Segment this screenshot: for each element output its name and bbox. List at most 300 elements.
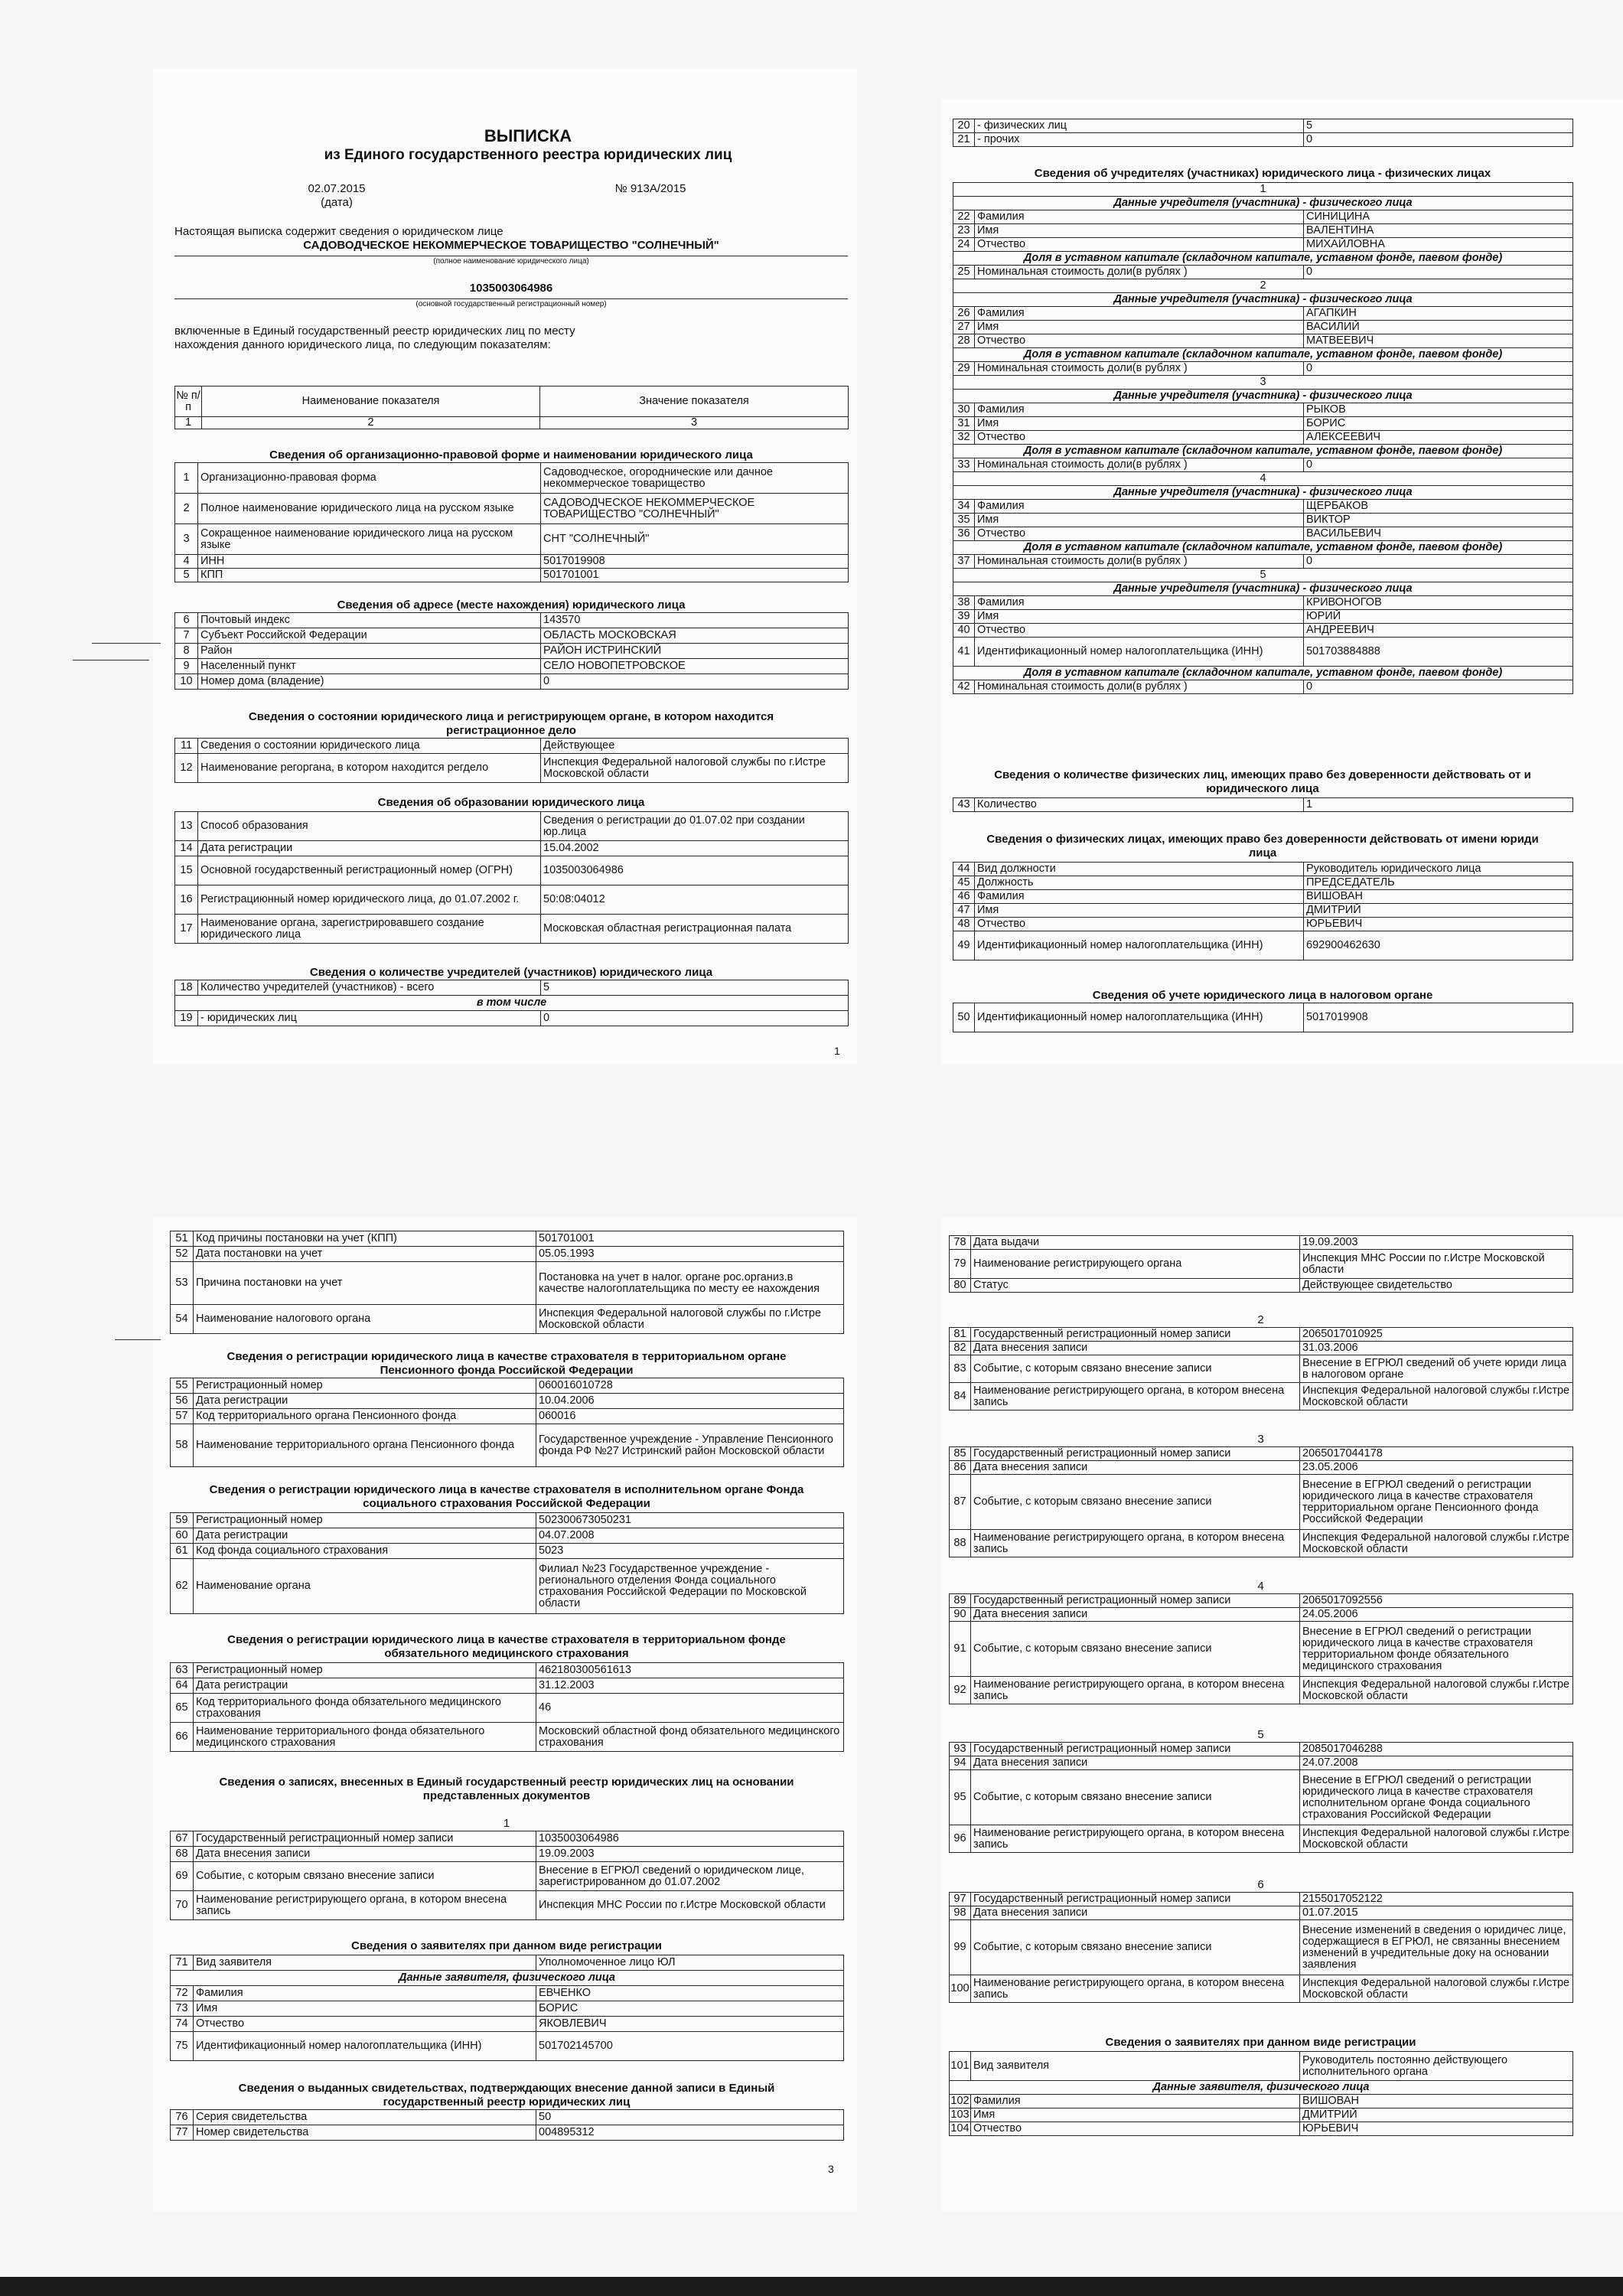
row-name: Отчество: [975, 238, 1304, 252]
row-value: РАЙОН ИСТРИНСКИЙ: [541, 644, 849, 659]
scan-mark: [115, 1339, 161, 1340]
row-value: 5023: [536, 1544, 844, 1559]
row-value: 31.12.2003: [536, 1678, 844, 1694]
row-num: 59: [171, 1513, 194, 1528]
row-value: 060016: [536, 1409, 844, 1424]
row-value: 501703884888: [1304, 638, 1573, 667]
row-value: Инспекция Федеральной налоговой службы г.Истре Московской области: [1300, 1825, 1573, 1853]
row-name: - физических лиц: [975, 119, 1304, 133]
share-subhead: Доля в уставном капитале (складочном капитале, уставном фонде, паевом фонде): [953, 445, 1573, 458]
row-name: Номинальная стоимость доли(в рублях ): [975, 266, 1304, 279]
row-num: 41: [953, 638, 975, 667]
row-value: Внесение изменений в сведения о юридичес лице, содержащиеся в ЕГРЮЛ, не связанны внесением изменений в учредительные доку на основании заявления: [1300, 1920, 1573, 1975]
row-name: Фамилия: [975, 307, 1304, 321]
founder-subhead: Данные учредителя (участника) - физического лица: [953, 390, 1573, 403]
row-num: 61: [171, 1544, 194, 1559]
row-name: Населенный пункт: [198, 659, 541, 674]
row-num: 26: [953, 307, 975, 321]
row-num: 92: [950, 1677, 971, 1704]
row-num: 46: [953, 890, 975, 904]
row-value: ВИШОВАН: [1300, 2095, 1573, 2108]
row-name: Наименование органа: [194, 1559, 536, 1614]
table-record-1: [170, 1831, 844, 1920]
founder-subhead: Данные учредителя (участника) - физического лица: [953, 486, 1573, 500]
row-name: Номинальная стоимость доли(в рублях ): [975, 680, 1304, 694]
row-num: 49: [953, 931, 975, 960]
row-name: Отчество: [975, 431, 1304, 445]
row-name: Номинальная стоимость доли(в рублях ): [975, 458, 1304, 472]
row-name: Дата регистрации: [194, 1528, 536, 1544]
row-num: 104: [950, 2122, 970, 2135]
row-name: Код фонда социального страхования: [194, 1544, 536, 1559]
row-name: Код территориального органа Пенсионного фонда: [194, 1409, 536, 1424]
table-address: [174, 612, 849, 690]
row-name: Причина постановки на учет: [194, 1262, 536, 1305]
row-value: 04.07.2008: [536, 1528, 844, 1544]
row-num: 20: [953, 119, 975, 133]
row-name: Наименование регоргана, в котором находится регдело: [198, 754, 541, 783]
row-name: Имя: [975, 321, 1304, 334]
page-number-3: 3: [828, 2163, 834, 2175]
row-num: 36: [953, 527, 975, 541]
row-num: 98: [950, 1906, 971, 1920]
row-value: СНТ "СОЛНЕЧНЫЙ": [541, 524, 849, 555]
row-num: 74: [171, 2017, 194, 2032]
row-name: Дата внесения записи: [971, 1608, 1300, 1622]
row-value: ЯКОВЛЕВИЧ: [536, 2017, 844, 2032]
row-num: 84: [950, 1383, 971, 1411]
row-value: 0: [1304, 680, 1573, 694]
row-value: 23.05.2006: [1300, 1461, 1573, 1475]
row-name: Имя: [975, 224, 1304, 238]
section-title-fss-l1: Сведения о регистрации юридического лица в качестве страхователя в исполнительном органе Фонда: [209, 1483, 804, 1496]
section-title-persons-count-l2: юридического лица: [1206, 782, 1319, 795]
row-num: 86: [950, 1461, 971, 1475]
row-num: 40: [953, 624, 975, 638]
share-subhead: Доля в уставном капитале (складочном капитале, уставном фонде, паевом фонде): [953, 541, 1573, 555]
row-num: 85: [950, 1447, 971, 1461]
header-value: Значение показателя: [540, 386, 849, 417]
row-value: АНДРЕЕВИЧ: [1304, 624, 1573, 638]
row-name: Идентификационный номер налогоплательщика (ИНН): [194, 2032, 536, 2061]
row-num: 42: [953, 680, 975, 694]
row-value: САДОВОДЧЕСКОЕ НЕКОММЕРЧЕСКОЕ ТОВАРИЩЕСТВО "СОЛНЕЧНЫЙ": [541, 494, 849, 524]
document-title: ВЫПИСКА: [484, 126, 572, 145]
row-name: Наименование регистрирующего органа, в котором внесена запись: [971, 1383, 1300, 1411]
table-applicant: [170, 1955, 844, 2061]
row-value: Московский областной фонд обязательного медицинского страхования: [536, 1723, 844, 1752]
row-name: Фамилия: [971, 2095, 1300, 2108]
subhead-including: в том числе: [175, 996, 849, 1011]
section-title-pfr-l1: Сведения о регистрации юридического лица в качестве страхователя в территориальном органе: [227, 1350, 787, 1363]
row-num: 76: [171, 2110, 194, 2125]
org-name-caption: (полное наименование юридического лица): [433, 257, 589, 266]
table-applicant-2: [949, 2051, 1573, 2136]
row-num: 67: [171, 1831, 194, 1847]
share-subhead: Доля в уставном капитале (складочном капитале, уставном фонде, паевом фонде): [953, 252, 1573, 266]
share-subhead: Доля в уставном капитале (складочном капитале, уставном фонде, паевом фонде): [953, 667, 1573, 680]
table-founders: [953, 182, 1573, 694]
row-value: 50: [536, 2110, 844, 2125]
row-value: Руководитель юридического лица: [1304, 863, 1573, 876]
header-name: Наименование показателя: [202, 386, 540, 417]
row-value: 501701001: [536, 1231, 844, 1247]
row-name: Фамилия: [975, 403, 1304, 417]
row-value: Внесение в ЕГРЮЛ сведений об учете юриди лица в налоговом органе: [1300, 1355, 1573, 1383]
row-name: Наименование регистрирующего органа: [971, 1250, 1300, 1279]
row-num: 50: [953, 1003, 975, 1032]
row-num: 81: [950, 1328, 971, 1342]
section-title-address: Сведения об адресе (месте нахождения) юридического лица: [337, 598, 686, 612]
intro-line-2: нахождения данного юридического лица, по следующим показателям:: [174, 338, 551, 351]
row-value: 2155017052122: [1300, 1893, 1573, 1906]
row-value: Филиал №23 Государственное учреждение - регионального отделения Фонда социального страхования Российской Федерации по Московской области: [536, 1559, 844, 1614]
row-value: СЕЛО НОВОПЕТРОВСКОЕ: [541, 659, 849, 674]
row-num: 29: [953, 362, 975, 376]
row-num: 27: [953, 321, 975, 334]
row-name: Способ образования: [198, 812, 541, 841]
row-num: 60: [171, 1528, 194, 1544]
section-title-foms-l2: обязательного медицинского страхования: [384, 1647, 629, 1660]
row-num: 70: [171, 1891, 194, 1920]
row-num: 14: [175, 841, 198, 856]
row-num: 2: [175, 494, 198, 524]
row-value: СИНИЦИНА: [1304, 210, 1573, 224]
row-value: 0: [1304, 266, 1573, 279]
header-col-2: 2: [202, 417, 540, 429]
row-name: Государственный регистрационный номер записи: [971, 1594, 1300, 1608]
row-value: 24.07.2008: [1300, 1756, 1573, 1770]
row-name: Событие, с которым связано внесение записи: [194, 1862, 536, 1891]
row-value: БОРИС: [536, 2001, 844, 2017]
row-num: 69: [171, 1862, 194, 1891]
row-num: 39: [953, 610, 975, 624]
row-num: 44: [953, 863, 975, 876]
row-value: ЩЕРБАКОВ: [1304, 500, 1573, 514]
table-status: [174, 738, 849, 783]
row-name: Регистрационный номер: [194, 1663, 536, 1678]
row-value: 0: [1304, 555, 1573, 569]
row-value: 31.03.2006: [1300, 1342, 1573, 1355]
row-num: 90: [950, 1608, 971, 1622]
row-value: ВАЛЕНТИНА: [1304, 224, 1573, 238]
row-name: Отчество: [975, 624, 1304, 638]
extract-date: 02.07.2015: [308, 182, 366, 195]
row-value: ЮРИЙ: [1304, 610, 1573, 624]
row-num: 75: [171, 2032, 194, 2061]
row-value: КРИВОНОГОВ: [1304, 596, 1573, 610]
row-num: 48: [953, 918, 975, 931]
row-num: 89: [950, 1594, 971, 1608]
row-value: ВИКТОР: [1304, 514, 1573, 527]
row-num: 57: [171, 1409, 194, 1424]
table-record-3: [949, 1446, 1573, 1557]
row-name: Основной государственный регистрационный номер (ОГРН): [198, 856, 541, 885]
row-num: 102: [950, 2095, 970, 2107]
scan-edge: [0, 2277, 1623, 2296]
row-name: Дата внесения записи: [971, 1906, 1300, 1920]
ogrn-caption: (основной государственный регистрационный номер): [416, 300, 607, 308]
row-num: 15: [175, 856, 198, 885]
row-value: 2065017092556: [1300, 1594, 1573, 1608]
page-number-1: 1: [834, 1045, 840, 1057]
row-name: Имя: [971, 2108, 1300, 2122]
section-title-certificates-l1: Сведения о выданных свидетельствах, подтверждающих внесение данной записи в Единый: [238, 2082, 775, 2095]
row-value: Инспекция Федеральной налоговой службы по г.Истре Московской области: [536, 1305, 844, 1334]
row-name: Серия свидетельства: [194, 2110, 536, 2125]
row-num: 53: [171, 1262, 194, 1305]
row-num: 80: [950, 1279, 971, 1293]
row-num: 79: [950, 1250, 971, 1279]
applicant-subhead: Данные заявителя, физического лица: [950, 2081, 1573, 2095]
row-name: Номинальная стоимость доли(в рублях ): [975, 362, 1304, 376]
row-num: 87: [950, 1475, 971, 1530]
row-num: 25: [953, 266, 975, 279]
row-name: Событие, с которым связано внесение записи: [971, 1770, 1300, 1825]
row-name: Организационно-правовая форма: [198, 463, 541, 494]
row-num: 10: [175, 674, 198, 690]
row-value: ПРЕДСЕДАТЕЛЬ: [1304, 876, 1573, 890]
row-name: Событие, с которым связано внесение записи: [971, 1920, 1300, 1975]
org-full-name: САДОВОДЧЕСКОЕ НЕКОММЕРЧЕСКОЕ ТОВАРИЩЕСТВО "СОЛНЕЧНЫЙ": [303, 239, 719, 252]
ogrn-underline: [174, 298, 848, 299]
row-name: Фамилия: [194, 1986, 536, 2001]
row-value: 502300673050231: [536, 1513, 844, 1528]
table-certificate: [170, 2109, 844, 2141]
row-value: 2065017044178: [1300, 1447, 1573, 1461]
row-value: Инспекция Федеральной налоговой службы г.Истре Московской области: [1300, 1975, 1573, 2003]
row-value: Внесение в ЕГРЮЛ сведений о регистрации юридического лица в качестве страхователя территориальном органе Пенсионного фонда Российской Федерации: [1300, 1475, 1573, 1530]
row-name: Имя: [975, 904, 1304, 918]
row-name: Государственный регистрационный номер записи: [194, 1831, 536, 1847]
record-index-5: 5: [1257, 1728, 1264, 1741]
row-name: Идентификационный номер налогоплательщика (ИНН): [975, 1003, 1304, 1032]
header-num: № п/п: [175, 386, 202, 417]
row-name: ИНН: [198, 555, 541, 569]
row-name: Наименование регистрирующего органа, в котором внесена запись: [971, 1530, 1300, 1557]
record-index-2: 2: [1257, 1313, 1264, 1326]
row-value: Садоводческое, огороднические или дачное некоммерческое товарищество: [541, 463, 849, 494]
table-persons: [953, 862, 1573, 960]
row-name: - юридических лиц: [198, 1011, 541, 1026]
row-num: 83: [950, 1355, 971, 1383]
section-title-records-l1: Сведения о записях, внесенных в Единый государственный реестр юридических лиц на основании: [219, 1776, 794, 1789]
table-legal-form: [174, 462, 849, 582]
row-value: 01.07.2015: [1300, 1906, 1573, 1920]
row-num: 13: [175, 812, 198, 841]
section-title-pfr-l2: Пенсионного фонда Российской Федерации: [380, 1364, 634, 1377]
record-index-3: 3: [1257, 1433, 1264, 1446]
row-num: 99: [950, 1920, 971, 1975]
row-name: Наименование территориального фонда обязательного медицинского страхования: [194, 1723, 536, 1752]
row-num: 64: [171, 1678, 194, 1694]
row-num: 45: [953, 876, 975, 890]
row-value: ВАСИЛЬЕВИЧ: [1304, 527, 1573, 541]
row-value: Инспекция Федеральной налоговой службы г.Истре Московской области: [1300, 1383, 1573, 1411]
row-name: Номер дома (владение): [198, 674, 541, 690]
row-value: ЮРЬЕВИЧ: [1304, 918, 1573, 931]
row-num: 9: [175, 659, 198, 674]
record-index-4: 4: [1257, 1580, 1264, 1593]
table-persons-count: [953, 797, 1573, 812]
row-value: 0: [1304, 362, 1573, 376]
row-name: Дата регистрации: [194, 1394, 536, 1409]
row-num: 30: [953, 403, 975, 417]
share-subhead: Доля в уставном капитале (складочном капитале, уставном фонде, паевом фонде): [953, 348, 1573, 362]
row-value: Государственное учреждение - Управление Пенсионного фонда РФ №27 Истринский район Московской области: [536, 1424, 844, 1467]
row-name: Фамилия: [975, 210, 1304, 224]
row-num: 52: [171, 1247, 194, 1262]
founder-index: 4: [953, 472, 1573, 486]
row-value: 50:08:04012: [541, 885, 849, 915]
row-name: Наименование регистрирующего органа, в котором внесена запись: [971, 1975, 1300, 2003]
row-name: Дата внесения записи: [971, 1342, 1300, 1355]
row-value: РЫКОВ: [1304, 403, 1573, 417]
section-title-formation: Сведения об образовании юридического лица: [377, 796, 645, 809]
row-name: Отчество: [975, 334, 1304, 348]
row-num: 63: [171, 1663, 194, 1678]
row-num: 43: [953, 798, 975, 812]
header-col-3: 3: [540, 417, 849, 429]
table-record-2: [949, 1327, 1573, 1411]
table-fss: [170, 1512, 844, 1614]
section-title-legal-form: Сведения об организационно-правовой форме и наименовании юридического лица: [269, 448, 753, 461]
row-name: Идентификационный номер налогоплательщика (ИНН): [975, 638, 1304, 667]
row-name: Код территориального фонда обязательного медицинского страхования: [194, 1694, 536, 1723]
row-value: Уполномоченное лицо ЮЛ: [536, 1955, 844, 1971]
row-num: 12: [175, 754, 198, 783]
row-name: Дата регистрации: [198, 841, 541, 856]
row-num: 47: [953, 904, 975, 918]
row-num: 95: [950, 1770, 971, 1825]
row-num: 31: [953, 417, 975, 431]
row-name: Дата постановки на учет: [194, 1247, 536, 1262]
table-record-5: [949, 1742, 1573, 1853]
row-name: Субъект Российской Федерации: [198, 628, 541, 644]
row-value: 462180300561613: [536, 1663, 844, 1678]
row-num: 3: [175, 524, 198, 555]
founder-index: 2: [953, 279, 1573, 293]
row-num: 35: [953, 514, 975, 527]
row-name: Вид заявителя: [971, 2052, 1300, 2081]
row-value: 1035003064986: [541, 856, 849, 885]
row-num: 68: [171, 1847, 194, 1862]
intro-line-1: включенные в Единый государственный реестр юридических лиц по месту: [174, 325, 575, 338]
row-value: 5: [541, 980, 849, 996]
row-value: Московская областная регистрационная палата: [541, 915, 849, 944]
row-name: Дата внесения записи: [971, 1461, 1300, 1475]
row-num: 73: [171, 2001, 194, 2017]
row-value: Внесение в ЕГРЮЛ сведений о юридическом лице, зарегистрированном до 01.07.2002: [536, 1862, 844, 1891]
table-tax-inn: [953, 1003, 1573, 1032]
row-num: 21: [953, 133, 975, 147]
row-value: 19.09.2003: [1300, 1236, 1573, 1250]
row-name: Наименование регистрирующего органа, в котором внесена запись: [971, 1825, 1300, 1853]
record-index-1: 1: [503, 1817, 510, 1830]
row-num: 37: [953, 555, 975, 569]
row-name: Наименование органа, зарегистрировавшего создание юридического лица: [198, 915, 541, 944]
table-record-6: [949, 1892, 1573, 2003]
row-num: 93: [950, 1743, 971, 1756]
section-title-tax: Сведения об учете юридического лица в налоговом органе: [1092, 989, 1433, 1002]
header-col-1: 1: [175, 417, 202, 429]
row-value: Инспекция МНС России по г.Истре Московской области: [1300, 1250, 1573, 1279]
row-value: 060016010728: [536, 1378, 844, 1394]
scan-mark: [92, 643, 161, 644]
row-name: Сведения о состоянии юридического лица: [198, 739, 541, 754]
row-value: Постановка на учет в налог. органе рос.организ.в качестве налогоплательщика по месту ее нахождения: [536, 1262, 844, 1305]
section-title-foms-l1: Сведения о регистрации юридического лица в качестве страхователя в территориальном фонде: [227, 1633, 786, 1646]
row-name: Регистрациюнный номер юридического лица, до 01.07.2002 г.: [198, 885, 541, 915]
table-founders-physical-count: [953, 119, 1573, 147]
ogrn-value: 1035003064986: [469, 282, 553, 295]
row-num: 17: [175, 915, 198, 944]
row-num: 71: [171, 1955, 194, 1971]
document-subtitle: из Единого государственного реестра юридических лиц: [324, 147, 732, 163]
row-name: КПП: [198, 569, 541, 582]
row-name: Событие, с которым связано внесение записи: [971, 1475, 1300, 1530]
row-name: Государственный регистрационный номер записи: [971, 1328, 1300, 1342]
row-value: 0: [1304, 133, 1573, 147]
row-num: 33: [953, 458, 975, 472]
row-num: 54: [171, 1305, 194, 1334]
row-name: Имя: [975, 610, 1304, 624]
row-value: 5017019908: [541, 555, 849, 569]
row-num: 28: [953, 334, 975, 348]
row-name: Полное наименование юридического лица на русском языке: [198, 494, 541, 524]
row-value: Сведения о регистрации до 01.07.02 при создании юр.лица: [541, 812, 849, 841]
founder-subhead: Данные учредителя (участника) - физического лица: [953, 582, 1573, 596]
row-value: 2085017046288: [1300, 1743, 1573, 1756]
row-name: Имя: [975, 417, 1304, 431]
row-num: 103: [950, 2108, 970, 2121]
row-num: 24: [953, 238, 975, 252]
row-name: Статус: [971, 1279, 1300, 1293]
section-title-status-l1: Сведения о состоянии юридического лица и регистрирующем органе, в котором находится: [248, 710, 774, 723]
row-num: 58: [171, 1424, 194, 1467]
row-value: 143570: [541, 613, 849, 628]
row-num: 62: [171, 1559, 194, 1614]
table-foms: [170, 1662, 844, 1752]
row-num: 78: [950, 1236, 971, 1250]
row-num: 6: [175, 613, 198, 628]
row-num: 96: [950, 1825, 971, 1853]
table-tax-registration: [170, 1231, 844, 1334]
row-name: Имя: [194, 2001, 536, 2017]
row-value: БОРИС: [1304, 417, 1573, 431]
row-num: 38: [953, 596, 975, 610]
row-num: 66: [171, 1723, 194, 1752]
section-title-persons-count-l1: Сведения о количестве физических лиц, имеющих право без доверенности действовать от и: [994, 768, 1531, 781]
row-value: ЕВЧЕНКО: [536, 1986, 844, 2001]
row-num: 65: [171, 1694, 194, 1723]
row-value: 004895312: [536, 2125, 844, 2141]
row-num: 22: [953, 210, 975, 224]
row-name: Фамилия: [975, 596, 1304, 610]
row-value: Действующее свидетельство: [1300, 1279, 1573, 1293]
table-record-4: [949, 1593, 1573, 1704]
row-value: ЮРЬЕВИЧ: [1300, 2122, 1573, 2136]
section-title-applicants-2: Сведения о заявителях при данном виде регистрации: [1105, 2036, 1416, 2049]
section-title-applicants: Сведения о заявителях при данном виде регистрации: [351, 1939, 662, 1952]
row-num: 1: [175, 463, 198, 494]
row-name: Государственный регистрационный номер записи: [971, 1743, 1300, 1756]
row-name: Государственный регистрационный номер записи: [971, 1447, 1300, 1461]
row-num: 7: [175, 628, 198, 644]
row-value: Инспекция Федеральной налоговой службы по г.Истре Московской области: [541, 754, 849, 783]
section-title-founders-count: Сведения о количестве учредителей (участников) юридического лица: [309, 966, 713, 979]
row-value: МИХАЙЛОВНА: [1304, 238, 1573, 252]
